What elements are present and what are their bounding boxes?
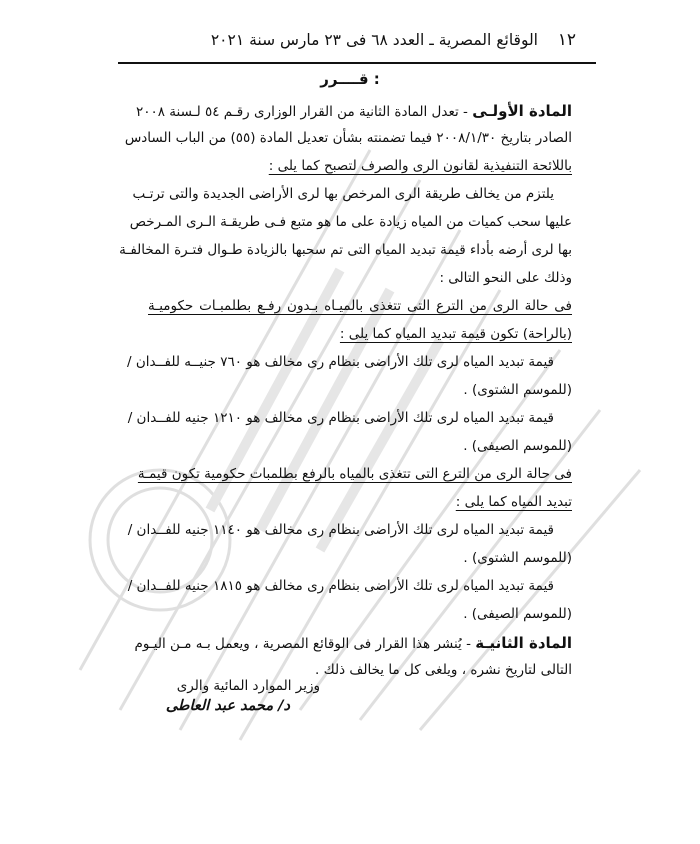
page-number: ١٢ bbox=[557, 30, 576, 50]
article2-text1: - يُنشر هذا القرار فى الوقائع المصرية ، ويعمل بـه مـن اليـوم bbox=[134, 636, 471, 652]
decision-heading: قــــرر : bbox=[320, 70, 380, 88]
item4-line1: قيمة تبديد المياه لرى تلك الأراضى بنظام رى مخالف هو ١٨١٥ جنيه للفــدان / bbox=[127, 578, 554, 594]
article1-label: المادة الأولـى bbox=[472, 102, 572, 120]
item3-line1: قيمة تبديد المياه لرى تلك الأراضى بنظام رى مخالف هو ١١٤٠ جنيه للفــدان / bbox=[127, 522, 554, 538]
signatory-name: د/ محمد عبد العاطى bbox=[165, 698, 290, 714]
item1-line1: قيمة تبديد المياه لرى تلك الأراضى بنظام رى مخالف هو ٧٦٠ جنيــه للفــدان / bbox=[127, 354, 554, 370]
article2-label: المادة الثانيـة bbox=[475, 634, 572, 652]
article2-line2: التالى لتاريخ نشره ، ويلغى كل ما يخالف ذلك . bbox=[315, 662, 572, 678]
paragraph-line3: بها لرى أرضه بأداء قيمة تبديد المياه التى تم سحبها بالزيادة طـوال فتـرة المخالفـة bbox=[119, 242, 572, 258]
article1-text2: الصادر بتاريخ ٢٠٠٨/١/٣٠ فيما تضمنته بشأن تعديل المادة (٥٥) من الباب السادس bbox=[124, 130, 572, 146]
item2-line1: قيمة تبديد المياه لرى تلك الأراضى بنظام رى مخالف هو ١٢١٠ جنيه للفــدان / bbox=[127, 410, 554, 426]
item4-line2: (للموسم الصيفى) . bbox=[463, 606, 572, 622]
item2-line2: (للموسم الصيفى) . bbox=[463, 438, 572, 454]
paragraph-line1: يلتزم من يخالف طريقة الرى المرخص بها لرى الأراضى الجديدة والتى ترتـب bbox=[132, 186, 554, 202]
item1-line2: (للموسم الشتوى) . bbox=[463, 382, 572, 398]
item3-line2: (للموسم الشتوى) . bbox=[463, 550, 572, 566]
signatory-title: وزير الموارد المائية والرى bbox=[176, 678, 320, 694]
gazette-title: الوقائع المصرية ـ العدد ٦٨ فى ٢٣ مارس سنة ٢٠٢١ bbox=[210, 31, 538, 49]
article2-line1 bbox=[134, 634, 572, 652]
case2-line2: تبديد المياه كما يلى : bbox=[455, 494, 572, 510]
paragraph-line4: وذلك على النحو التالى : bbox=[439, 270, 572, 286]
case2-line1: فى حالة الرى من الترع التى تتغذى بالمياه بالرفع بطلمبات حكومية تكون قيمـة bbox=[137, 466, 572, 482]
article1-text3: باللائحة التنفيذية لقانون الرى والصرف لتصبح كما يلى : bbox=[268, 158, 572, 174]
article1-text1: - تعدل المادة الثانية من القرار الوزارى رقـم ٥٤ لـسنة ٢٠٠٨ bbox=[135, 104, 468, 120]
case1-line2: (بالراحة) تكون قيمة تبديد المياه كما يلى : bbox=[339, 326, 572, 342]
article1-line1 bbox=[135, 102, 572, 120]
paragraph-line2: عليها سحب كميات من المياه زيادة على ما هو متبع فـى طريقـة الـرى المـرخص bbox=[129, 214, 572, 230]
decision-body bbox=[119, 0, 572, 844]
case1-line1: فى حالة الرى من الترع التى تتغذى بالميـاه بـدون رفـع بطلمبـات حكوميـة bbox=[148, 298, 572, 314]
